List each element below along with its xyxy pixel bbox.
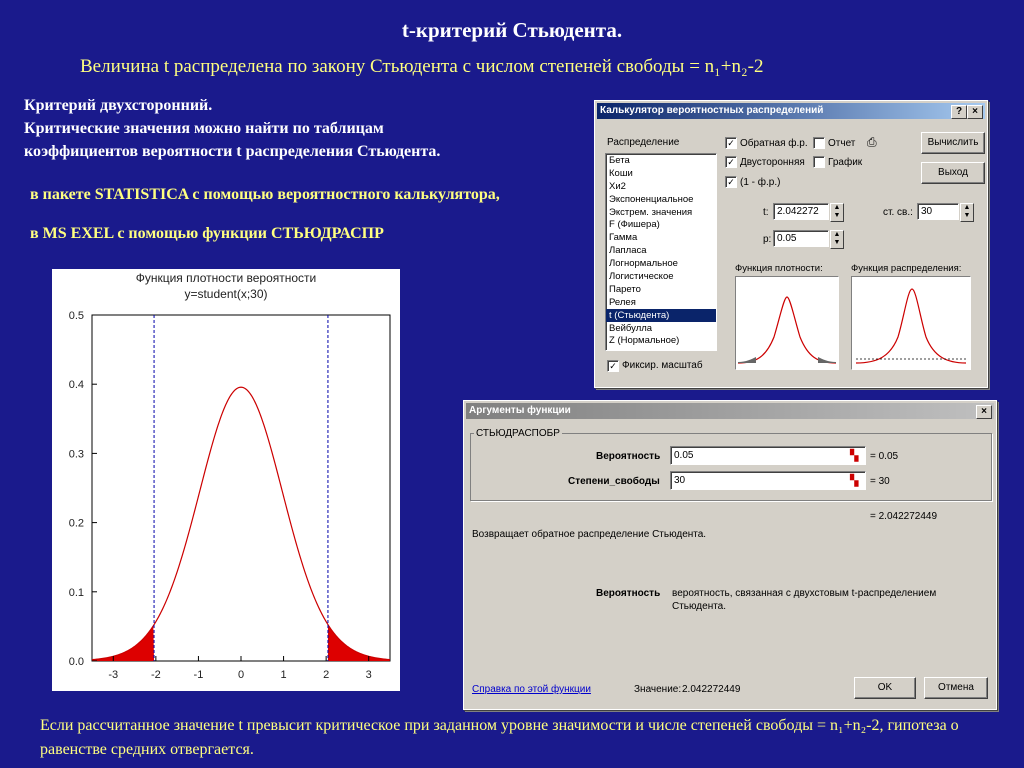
y-tick-label: 0.1 <box>68 586 84 599</box>
distribution-item[interactable]: Хи2 <box>609 180 626 192</box>
criterion-line-3: коэффициентов вероятности t распределения Стьюдента. <box>24 143 441 160</box>
dof-arg-label: Степени_свободы <box>568 476 660 487</box>
calc-title: Калькулятор вероятностных распределений <box>600 105 824 116</box>
distribution-label: Распределение <box>607 137 680 148</box>
x-tick-label: -3 <box>108 669 119 681</box>
excel-note: в MS EXEL с помощью функции СТЬЮДРАСПР <box>30 225 384 242</box>
one-minus-cdf-checkbox[interactable]: ✓ <box>725 176 737 188</box>
chart-subtitle: y=student(x;30) <box>184 287 268 301</box>
mini-density-chart <box>735 276 839 370</box>
distribution-item[interactable]: Вейбулла <box>609 322 653 334</box>
criterion-line-1: Критерий двухсторонний. <box>24 97 213 114</box>
argument-name: Вероятность <box>596 588 661 599</box>
y-tick-label: 0.2 <box>68 517 84 530</box>
t-label: t: <box>763 207 769 218</box>
probability-arg-label: Вероятность <box>596 451 661 462</box>
p-spinner[interactable]: ▲ ▼ <box>830 230 844 249</box>
right-rejection-region <box>328 625 390 661</box>
argument-description-1: вероятность, связанная с двухстовым t-распределением <box>672 588 937 599</box>
probability-input[interactable]: 0.05 <box>670 446 866 465</box>
x-tick-label: 2 <box>323 669 330 681</box>
y-tick-label: 0.0 <box>68 656 84 668</box>
t-value-field[interactable]: 2.042272 <box>773 203 829 220</box>
density-curve <box>92 387 390 659</box>
x-tick-label: -1 <box>193 669 204 681</box>
value-label: Значение: <box>634 684 682 695</box>
x-tick-label: 3 <box>365 669 372 681</box>
cdf-graph-label: Функция распределения: <box>851 263 962 274</box>
calc-titlebar <box>597 103 985 119</box>
function-name: СТЬЮДРАСПОБР <box>476 428 560 439</box>
y-tick-label: 0.5 <box>68 310 84 322</box>
distribution-item[interactable]: Экстрем. значения <box>609 206 693 218</box>
distribution-item[interactable]: Логнормальное <box>609 258 678 270</box>
y-tick-label: 0.4 <box>68 379 84 392</box>
df-value-field[interactable]: 30 <box>917 203 959 220</box>
mini-density-curve <box>738 297 836 363</box>
args-titlebar <box>466 403 994 419</box>
t-spinner[interactable]: ▲ ▼ <box>830 203 844 222</box>
compute-button[interactable]: Вычислить <box>921 132 985 154</box>
cancel-button[interactable]: Отмена <box>924 677 988 699</box>
distribution-item[interactable]: t (Стьюдента) <box>606 309 716 322</box>
probability-calculator-window <box>594 100 988 388</box>
two-sided-label: Двусторонняя <box>740 157 805 168</box>
inverse-cdf-checkbox[interactable]: ✓ <box>725 137 737 149</box>
distribution-list[interactable] <box>605 153 717 351</box>
close-button[interactable]: × <box>967 105 983 119</box>
distribution-item[interactable]: Логистическое <box>609 271 674 283</box>
mini-density-right-tail <box>818 357 836 363</box>
report-checkbox[interactable] <box>813 137 825 149</box>
distribution-item[interactable]: Релея <box>609 296 636 308</box>
distribution-item[interactable]: Экспоненциальное <box>609 193 694 205</box>
fixed-scale-label: Фиксир. масштаб <box>622 360 703 371</box>
x-tick-label: 0 <box>237 669 245 681</box>
value-output: 2.042272449 <box>682 684 741 695</box>
help-link[interactable]: Справка по этой функции <box>472 684 591 695</box>
distribution-item[interactable]: F (Фишера) <box>609 219 660 231</box>
args-title: Аргументы функции <box>469 405 571 416</box>
mini-cdf-svg <box>852 277 970 369</box>
slide-subtitle: Величина t распределена по закону Стьюдента с числом степеней свободы = n₁+n₂-2 <box>80 56 764 77</box>
chart-title: Функция плотности вероятности <box>135 271 317 285</box>
density-chart <box>52 269 400 691</box>
two-sided-checkbox[interactable]: ✓ <box>725 156 737 168</box>
ok-button[interactable]: OK <box>854 677 916 699</box>
distribution-item[interactable]: Гамма <box>609 232 638 244</box>
mini-cdf-curve <box>856 289 966 363</box>
statistica-note: в пакете STATISTICA с помощью вероятностного калькулятора, <box>30 186 500 203</box>
distribution-item[interactable]: Парето <box>609 283 641 295</box>
criterion-description <box>24 94 440 163</box>
report-label: Отчет <box>828 138 856 149</box>
density-chart-svg <box>52 269 400 691</box>
mini-density-left-tail <box>738 357 756 363</box>
fixed-scale-checkbox[interactable]: ✓ <box>607 360 619 372</box>
slide-title: t-критерий Стьюдента. <box>401 18 623 42</box>
probability-result: = 0.05 <box>870 451 899 462</box>
printer-icon[interactable]: ⎙ <box>867 135 877 149</box>
function-group-box <box>470 433 992 501</box>
conclusion-text: Если рассчитанное значение t превысит критическое при заданном уровне значимости и числе степеней свободы = n₁+n₂-2, гипотеза о равенстве средних отвергается. <box>40 717 959 758</box>
mini-cdf-chart <box>851 276 971 370</box>
dof-ref-icon[interactable]: ▚ <box>850 475 859 487</box>
distribution-item[interactable]: Лапласа <box>609 245 647 257</box>
df-spinner[interactable]: ▲ ▼ <box>960 203 974 222</box>
x-tick-label: -2 <box>150 669 161 681</box>
probability-ref-icon[interactable]: ▚ <box>850 450 859 462</box>
formula-result: = 2.042272449 <box>870 511 938 522</box>
plot-frame <box>92 315 390 661</box>
distribution-item[interactable]: Бета <box>609 155 630 166</box>
x-tick-label: 1 <box>280 669 287 681</box>
graph-checkbox[interactable] <box>813 156 825 168</box>
argument-description-2: Стьюдента. <box>672 601 727 612</box>
inverse-cdf-label: Обратная ф.р. <box>740 138 808 149</box>
left-rejection-region <box>92 626 154 661</box>
y-tick-label: 0.3 <box>68 448 84 461</box>
p-value-field[interactable]: 0.05 <box>773 230 829 247</box>
args-close-button[interactable]: × <box>976 405 992 419</box>
graph-label: График <box>828 157 863 168</box>
distribution-item[interactable]: Z (Нормальное) <box>609 335 680 347</box>
df-label: ст. св.: <box>883 207 913 218</box>
help-button[interactable]: ? <box>951 105 967 119</box>
one-minus-cdf-label: (1 - ф.р.) <box>740 177 781 188</box>
function-description: Возвращает обратное распределение Стьюдента. <box>472 529 707 540</box>
dof-input[interactable]: 30 <box>670 471 866 490</box>
density-graph-label: Функция плотности: <box>735 263 823 274</box>
criterion-line-2: Критические значения можно найти по таблицам <box>24 120 384 137</box>
exit-button[interactable]: Выход <box>921 162 985 184</box>
function-arguments-window <box>463 400 997 710</box>
mini-density-svg <box>736 277 838 369</box>
dof-result: = 30 <box>870 476 890 487</box>
distribution-item[interactable]: Коши <box>609 167 633 179</box>
p-label: p: <box>763 234 772 245</box>
